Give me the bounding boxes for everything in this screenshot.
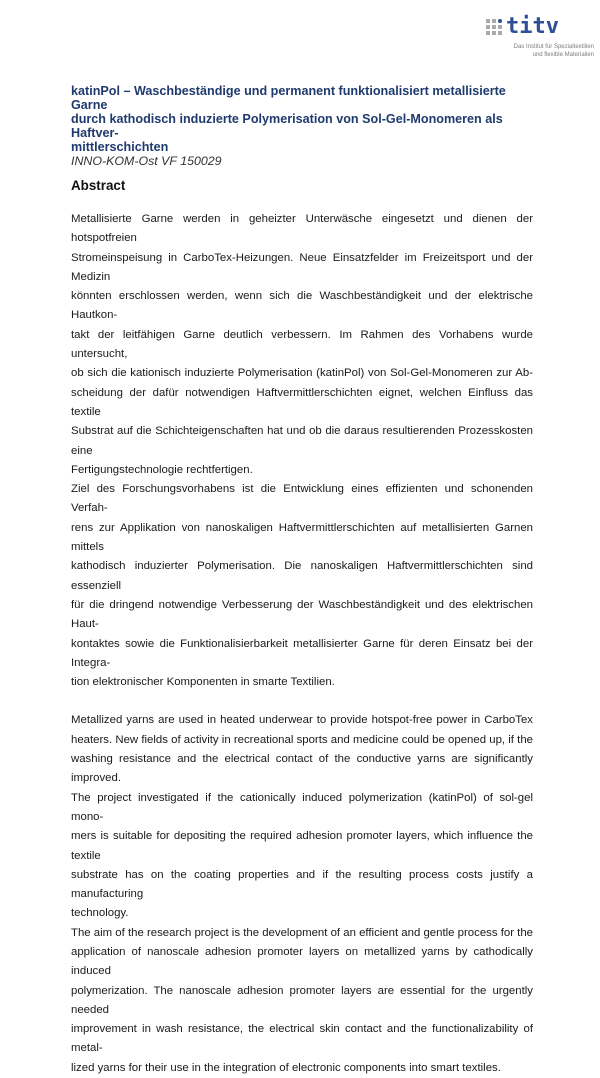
paragraph-line: scheidung der dafür notwendigen Haftvermittlerschichten eignet, welchen Einfluss das textile	[71, 386, 533, 418]
paragraph-line: lized yarns for their use in the integration of electronic components into smart textiles.	[71, 1061, 501, 1074]
logo-tagline-line: und flexible Materialien	[532, 52, 594, 58]
paragraph-line: Stromeinspeisung in CarboTex-Heizungen. Neue Einsatzfelder im Freizeitsport und der Medizin	[71, 251, 533, 283]
paragraph-line: rens zur Applikation von nanoskaligen Haftvermittlerschichten auf metallisierten Garnen mittels	[71, 521, 533, 554]
abstract-paragraph-de-2	[71, 480, 533, 692]
title-line: katinPol – Waschbeständige und permanent funktionalisiert metallisierte Garne	[71, 84, 506, 112]
document-body	[71, 84, 533, 1078]
paragraph-line: Substrat auf die Schichteigenschaften hat und ob die daraus resultierenden Prozesskosten eine	[71, 425, 533, 457]
logo-grid-dot	[492, 19, 496, 23]
paragraph-line: kontaktes sowie die Funktionalisierbarkeit metallisierter Garne für deren Einsatz bei der Integra-	[71, 637, 533, 669]
paragraph-line: technology.	[71, 907, 129, 920]
document-title	[71, 84, 533, 154]
logo-grid-dot	[492, 31, 496, 35]
paragraph-line: The aim of the research project is the development of an efficient and gentle process for the	[71, 926, 534, 939]
paragraph-line: Fertigungstechnologie rechtfertigen.	[71, 463, 253, 476]
paragraph-line: Ziel des Forschungsvorhabens ist die Entwicklung eines effizienten und schonenden Verfah-	[71, 483, 533, 515]
abstract-paragraph-de-1	[71, 210, 533, 480]
logo-grid-dot	[498, 31, 502, 35]
paragraph-line: ob sich die kationisch induzierte Polymerisation (katinPol) von Sol-Gel-Monomeren zur Ab-	[71, 367, 533, 380]
logo-grid-dot-accent	[498, 19, 502, 23]
paragraph-line: Metallisierte Garne werden in geheizter Unterwäsche eingesetzt und dienen der hotspotfreien	[71, 213, 533, 245]
paragraph-line: takt der leitfähigen Garne deutlich verbessern. Im Rahmen des Vorhabens wurde untersucht,	[71, 328, 533, 361]
abstract-heading: Abstract	[71, 178, 126, 193]
paragraph-line: substrate has on the coating properties and if the resulting process costs justify a manufacturing	[71, 868, 533, 901]
paragraph-line: heaters. New fields of activity in recreational sports and medicine could be opened up, if the	[71, 733, 533, 746]
paragraph-line: polymerization. The nanoscale adhesion promoter layers are essential for the urgently needed	[71, 984, 533, 1016]
paragraph-line: washing resistance and the electrical contact of the conductive yarns are significantly improved.	[71, 753, 533, 785]
logo-tagline-line: Das Institut für Spezialtextilien	[513, 44, 594, 50]
paragraph-line: improvement in wash resistance, the electrical skin contact and the functionalizability of metal-	[71, 1023, 533, 1055]
project-id: INNO-KOM-Ost VF 150029	[71, 154, 222, 168]
logo-grid-dot	[486, 31, 490, 35]
title-line: mittlerschichten	[71, 140, 169, 154]
abstract-paragraph-en-2	[71, 924, 533, 1078]
logo-grid-dot	[486, 19, 490, 23]
logo-wordmark: titv	[506, 14, 559, 39]
paragraph-line: könnten erschlossen werden, wenn sich die Waschbeständigkeit und der elektrische Hautkon-	[71, 290, 533, 322]
paragraph-line: für die dringend notwendige Verbesserung der Waschbeständigkeit und des elektrischen Haut-	[71, 598, 533, 631]
abstract-paragraph-en-1	[71, 711, 533, 923]
paragraph-line: Metallized yarns are used in heated underwear to provide hotspot-free power in CarboTex	[71, 714, 533, 727]
paragraph-line: mers is suitable for depositing the required adhesion promoter layers, which influence the textile	[71, 830, 533, 862]
title-line: durch kathodisch induzierte Polymerisation von Sol-Gel-Monomeren als Haftver-	[71, 112, 503, 140]
logo-tagline	[486, 43, 598, 59]
logo-grid-dot	[498, 25, 502, 29]
logo-grid-dot	[486, 25, 490, 29]
paragraph-line: application of nanoscale adhesion promoter layers on metallized yarns by cathodically induced	[71, 945, 533, 978]
paragraph-line: The project investigated if the cationically induced polymerization (katinPol) of sol-gel mono-	[71, 791, 533, 823]
logo-mark	[486, 14, 598, 40]
logo-grid-dot	[492, 25, 496, 29]
logo-dot-grid-icon	[486, 19, 502, 35]
paragraph-line: tion elektronischer Komponenten in smarte Textilien.	[71, 676, 335, 689]
titv-logo	[486, 14, 598, 59]
paragraph-line: kathodisch induzierter Polymerisation. Die nanoskaligen Haftvermittlerschichten sind essenziell	[71, 560, 533, 592]
